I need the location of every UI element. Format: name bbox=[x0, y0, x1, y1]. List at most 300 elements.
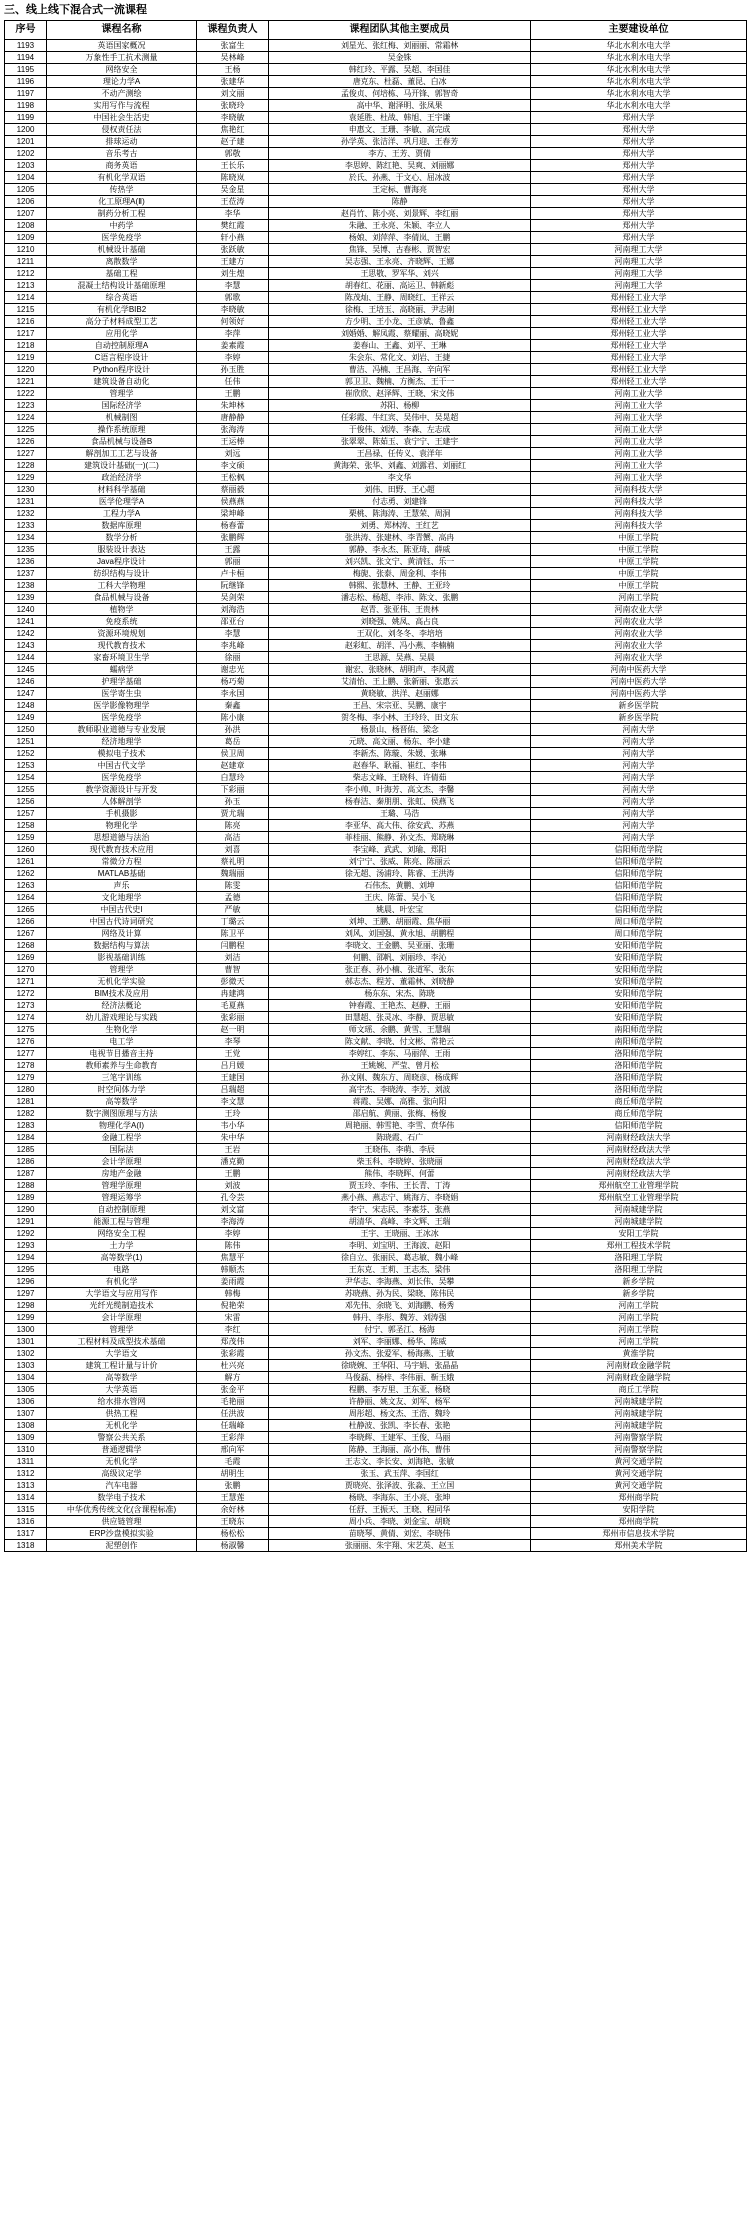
cell-team: 李婷红、李东、马丽萍、王雨 bbox=[269, 1048, 531, 1060]
cell-idx: 1208 bbox=[5, 220, 47, 232]
cell-team: 王璐、马浩 bbox=[269, 808, 531, 820]
cell-leader: 任瑞峰 bbox=[197, 1420, 269, 1432]
cell-name: 电工学 bbox=[47, 1036, 197, 1048]
table-row bbox=[5, 760, 747, 772]
cell-leader: 毛艳丽 bbox=[197, 1396, 269, 1408]
cell-team: 王宇、王晓丽、王冰冰 bbox=[269, 1228, 531, 1240]
cell-name: 教师素养与生命教育 bbox=[47, 1060, 197, 1072]
cell-team: 马俊磊、杨梓、李伟丽、靳玉娥 bbox=[269, 1372, 531, 1384]
table-row bbox=[5, 628, 747, 640]
cell-unit: 郑州大学 bbox=[531, 136, 747, 148]
table-row bbox=[5, 316, 747, 328]
cell-idx: 1211 bbox=[5, 256, 47, 268]
table-row bbox=[5, 40, 747, 52]
cell-leader: 焦慧平 bbox=[197, 1252, 269, 1264]
cell-unit: 郑州轻工业大学 bbox=[531, 364, 747, 376]
cell-unit: 河南警察学院 bbox=[531, 1432, 747, 1444]
table-row bbox=[5, 280, 747, 292]
table-row bbox=[5, 460, 747, 472]
cell-team: 王思源、吴燕、吴晨 bbox=[269, 652, 531, 664]
cell-idx: 1315 bbox=[5, 1504, 47, 1516]
cell-unit: 河南大学 bbox=[531, 760, 747, 772]
cell-unit: 河南科技大学 bbox=[531, 508, 747, 520]
cell-name: 教师职业道德与专业发展 bbox=[47, 724, 197, 736]
cell-leader: 李晓敏 bbox=[197, 112, 269, 124]
cell-name: 医学免疫学 bbox=[47, 772, 197, 784]
cell-team: 刘星光、张红梅、刘丽丽、常霜林 bbox=[269, 40, 531, 52]
cell-leader: 胡明生 bbox=[197, 1468, 269, 1480]
cell-leader: 王建方 bbox=[197, 256, 269, 268]
table-row bbox=[5, 1096, 747, 1108]
cell-team: 杨东东、宋杰、陈晓 bbox=[269, 988, 531, 1000]
cell-name: 生物化学 bbox=[47, 1024, 197, 1036]
cell-unit: 安阳师范学院 bbox=[531, 988, 747, 1000]
table-row bbox=[5, 1348, 747, 1360]
cell-team: 许静丽、姚文友、刘军、杨军 bbox=[269, 1396, 531, 1408]
table-row bbox=[5, 1336, 747, 1348]
cell-unit: 安阳师范学院 bbox=[531, 976, 747, 988]
cell-name: 基础工程 bbox=[47, 268, 197, 280]
cell-idx: 1244 bbox=[5, 652, 47, 664]
cell-name: 物理化学A(Ⅰ) bbox=[47, 1120, 197, 1132]
cell-team: 石伟杰、黄鹏、刘坤 bbox=[269, 880, 531, 892]
cell-idx: 1231 bbox=[5, 496, 47, 508]
table-row bbox=[5, 1240, 747, 1252]
cell-unit: 河南工业大学 bbox=[531, 400, 747, 412]
cell-leader: 王莅涛 bbox=[197, 196, 269, 208]
cell-team: 孙文杰、张爱军、杨海燕、王敏 bbox=[269, 1348, 531, 1360]
cell-unit: 信阳师范学院 bbox=[531, 868, 747, 880]
cell-name: 现代教育技术 bbox=[47, 640, 197, 652]
cell-idx: 1303 bbox=[5, 1360, 47, 1372]
cell-leader: 闫鹏程 bbox=[197, 940, 269, 952]
table-row bbox=[5, 232, 747, 244]
cell-team: 苗晓琴、黄倩、刘宏、李晓伟 bbox=[269, 1528, 531, 1540]
table-row bbox=[5, 892, 747, 904]
cell-leader: 白慧玲 bbox=[197, 772, 269, 784]
cell-unit: 郑州大学 bbox=[531, 196, 747, 208]
cell-idx: 1277 bbox=[5, 1048, 47, 1060]
cell-name: 网络及计算 bbox=[47, 928, 197, 940]
cell-leader: 徐丽 bbox=[197, 652, 269, 664]
cell-unit: 洛阳师范学院 bbox=[531, 1060, 747, 1072]
cell-name: Python程序设计 bbox=[47, 364, 197, 376]
cell-name: 管理学 bbox=[47, 964, 197, 976]
cell-leader: 吴金星 bbox=[197, 184, 269, 196]
cell-team: 杨娘、刘萍萍、李倩岚、王鹏 bbox=[269, 232, 531, 244]
cell-unit: 河南工学院 bbox=[531, 1324, 747, 1336]
cell-leader: 谢忠光 bbox=[197, 664, 269, 676]
table-row bbox=[5, 1444, 747, 1456]
cell-team: 徐晓婉、王华阳、马宇娟、张晶晶 bbox=[269, 1360, 531, 1372]
cell-name: 供热工程 bbox=[47, 1408, 197, 1420]
cell-leader: 韦小华 bbox=[197, 1120, 269, 1132]
table-row bbox=[5, 832, 747, 844]
cell-unit: 洛阳理工学院 bbox=[531, 1252, 747, 1264]
cell-idx: 1205 bbox=[5, 184, 47, 196]
cell-unit: 郑州大学 bbox=[531, 112, 747, 124]
table-row bbox=[5, 1156, 747, 1168]
cell-name: 工程材料及成型技术基础 bbox=[47, 1336, 197, 1348]
cell-idx: 1311 bbox=[5, 1456, 47, 1468]
cell-idx: 1268 bbox=[5, 940, 47, 952]
cell-name: 能源工程与管理 bbox=[47, 1216, 197, 1228]
cell-leader: 焦艳红 bbox=[197, 124, 269, 136]
cell-name: 植物学 bbox=[47, 604, 197, 616]
cell-name: 泥塑创作 bbox=[47, 1540, 197, 1552]
cell-idx: 1318 bbox=[5, 1540, 47, 1552]
cell-idx: 1289 bbox=[5, 1192, 47, 1204]
cell-idx: 1251 bbox=[5, 736, 47, 748]
cell-leader: 李华 bbox=[197, 208, 269, 220]
table-row bbox=[5, 1132, 747, 1144]
cell-name: 声乐 bbox=[47, 880, 197, 892]
cell-name: 商务英语 bbox=[47, 160, 197, 172]
cell-name: 数字测图原理与方法 bbox=[47, 1108, 197, 1120]
cell-team: 焦锋、吴博、古春彬、贾智宏 bbox=[269, 244, 531, 256]
column-header-unit: 主要建设单位 bbox=[531, 21, 747, 40]
cell-leader: 邢向军 bbox=[197, 1444, 269, 1456]
cell-leader: 刘喜 bbox=[197, 844, 269, 856]
cell-leader: 余好林 bbox=[197, 1504, 269, 1516]
cell-unit: 南阳师范学院 bbox=[531, 1036, 747, 1048]
cell-team: 田慧超、张灵冰、李静、贾思敏 bbox=[269, 1012, 531, 1024]
cell-team: 杨春洁、秦朋朋、张虹、侯燕飞 bbox=[269, 796, 531, 808]
cell-team: 付志勇、刘建锋 bbox=[269, 496, 531, 508]
cell-idx: 1270 bbox=[5, 964, 47, 976]
table-row bbox=[5, 640, 747, 652]
cell-idx: 1210 bbox=[5, 244, 47, 256]
table-row bbox=[5, 268, 747, 280]
cell-team: 郭卫卫、魏楠、方衡杰、王干一 bbox=[269, 376, 531, 388]
table-row bbox=[5, 340, 747, 352]
cell-team: 李明、刘宝明、王海波、赵阳 bbox=[269, 1240, 531, 1252]
cell-idx: 1242 bbox=[5, 628, 47, 640]
cell-team: 刘坤、王鹏、胡丽霞、焦华丽 bbox=[269, 916, 531, 928]
cell-unit: 郑州大学 bbox=[531, 172, 747, 184]
cell-name: 无机化学 bbox=[47, 1456, 197, 1468]
cell-name: 手机摄影 bbox=[47, 808, 197, 820]
cell-leader: 李红 bbox=[197, 1324, 269, 1336]
cell-name: 建筑设备自动化 bbox=[47, 376, 197, 388]
cell-unit: 安阳学院 bbox=[531, 1504, 747, 1516]
table-row bbox=[5, 1456, 747, 1468]
cell-unit: 河南农业大学 bbox=[531, 604, 747, 616]
cell-idx: 1219 bbox=[5, 352, 47, 364]
table-row bbox=[5, 1480, 747, 1492]
table-row bbox=[5, 304, 747, 316]
cell-unit: 河南工学院 bbox=[531, 592, 747, 604]
cell-team: 王昌禄、任传义、袁洋年 bbox=[269, 448, 531, 460]
cell-unit: 华北水利水电大学 bbox=[531, 88, 747, 100]
column-header-index: 序号 bbox=[5, 21, 47, 40]
cell-idx: 1296 bbox=[5, 1276, 47, 1288]
cell-name: 不动产测绘 bbox=[47, 88, 197, 100]
cell-leader: 严敏 bbox=[197, 904, 269, 916]
table-row bbox=[5, 1528, 747, 1540]
cell-unit: 郑州轻工业大学 bbox=[531, 340, 747, 352]
cell-name: 大学语文与应用写作 bbox=[47, 1288, 197, 1300]
cell-name: 综合英语 bbox=[47, 292, 197, 304]
cell-unit: 河南财经政法大学 bbox=[531, 1144, 747, 1156]
cell-name: 医学影像物理学 bbox=[47, 700, 197, 712]
table-row bbox=[5, 940, 747, 952]
cell-idx: 1245 bbox=[5, 664, 47, 676]
cell-leader: 李慧 bbox=[197, 628, 269, 640]
cell-leader: 张建华 bbox=[197, 76, 269, 88]
cell-idx: 1194 bbox=[5, 52, 47, 64]
cell-name: 教学资源设计与开发 bbox=[47, 784, 197, 796]
cell-leader: 张富生 bbox=[197, 40, 269, 52]
cell-leader: 朱坤林 bbox=[197, 400, 269, 412]
cell-idx: 1255 bbox=[5, 784, 47, 796]
table-row bbox=[5, 244, 747, 256]
table-row bbox=[5, 1000, 747, 1012]
table-row bbox=[5, 856, 747, 868]
cell-idx: 1314 bbox=[5, 1492, 47, 1504]
cell-leader: 毛夏燕 bbox=[197, 1000, 269, 1012]
cell-team: 陈静、王海丽、高小伟、曹伟 bbox=[269, 1444, 531, 1456]
cell-leader: 下彩丽 bbox=[197, 784, 269, 796]
cell-name: 三笔字训练 bbox=[47, 1072, 197, 1084]
cell-name: 家畜环境卫生学 bbox=[47, 652, 197, 664]
cell-unit: 河南中医药大学 bbox=[531, 688, 747, 700]
cell-team: 陈文献、李晓、付文彬、常艳云 bbox=[269, 1036, 531, 1048]
cell-idx: 1260 bbox=[5, 844, 47, 856]
cell-idx: 1291 bbox=[5, 1216, 47, 1228]
cell-idx: 1243 bbox=[5, 640, 47, 652]
cell-leader: 李文硕 bbox=[197, 460, 269, 472]
cell-leader: 王玲 bbox=[197, 1108, 269, 1120]
cell-unit: 河南理工大学 bbox=[531, 268, 747, 280]
cell-idx: 1275 bbox=[5, 1024, 47, 1036]
cell-leader: 樊红霞 bbox=[197, 220, 269, 232]
cell-name: 医学伦理学A bbox=[47, 496, 197, 508]
cell-team: 方少明、王小龙、王彦斌、鲁鑫 bbox=[269, 316, 531, 328]
cell-team: 朱融、王永亮、朱颖、李立人 bbox=[269, 220, 531, 232]
cell-leader: 韩梅 bbox=[197, 1288, 269, 1300]
cell-unit: 周口师范学院 bbox=[531, 928, 747, 940]
cell-unit: 郑州轻工业大学 bbox=[531, 292, 747, 304]
table-row bbox=[5, 724, 747, 736]
cell-team: 赵青、张亚伟、王贵林 bbox=[269, 604, 531, 616]
cell-idx: 1264 bbox=[5, 892, 47, 904]
cell-team: 师文瑶、余鹏、黄雪、王慧瑞 bbox=[269, 1024, 531, 1036]
cell-name: 文化地理学 bbox=[47, 892, 197, 904]
cell-team: 吴金铢 bbox=[269, 52, 531, 64]
cell-idx: 1263 bbox=[5, 880, 47, 892]
table-row bbox=[5, 520, 747, 532]
cell-name: 中国古代诗词研究 bbox=[47, 916, 197, 928]
cell-name: 化工原理A(Ⅱ) bbox=[47, 196, 197, 208]
cell-unit: 河南大学 bbox=[531, 796, 747, 808]
cell-unit: 郑州商学院 bbox=[531, 1516, 747, 1528]
cell-name: 会计学原理 bbox=[47, 1156, 197, 1168]
cell-team: 熊伟、李晓晖、何蕾 bbox=[269, 1168, 531, 1180]
cell-idx: 1198 bbox=[5, 100, 47, 112]
cell-team: 朱会东、常化文、刘岩、王捷 bbox=[269, 352, 531, 364]
cell-team: 贾玉玲、李伟、王长青、丁涛 bbox=[269, 1180, 531, 1192]
cell-leader: 李慧 bbox=[197, 280, 269, 292]
cell-team: 元晓、高文丽、杨东、李小建 bbox=[269, 736, 531, 748]
cell-name: 中药学 bbox=[47, 220, 197, 232]
cell-leader: 孙玉 bbox=[197, 796, 269, 808]
cell-unit: 信阳师范学院 bbox=[531, 904, 747, 916]
cell-name: 有机化学BIB2 bbox=[47, 304, 197, 316]
cell-team: 於氏、孙燕、于文心、屈冰波 bbox=[269, 172, 531, 184]
cell-team: 李文华 bbox=[269, 472, 531, 484]
cell-name: 供应链管理 bbox=[47, 1516, 197, 1528]
cell-team: 钟春霞、王艳杰、赵静、王丽 bbox=[269, 1000, 531, 1012]
cell-name: 管理学 bbox=[47, 1324, 197, 1336]
table-row bbox=[5, 1264, 747, 1276]
cell-idx: 1227 bbox=[5, 448, 47, 460]
cell-team: 贺冬梅、李小林、王玲玲、田文东 bbox=[269, 712, 531, 724]
cell-team: 苏晓燕、孙为民、梁晓、陈伟民 bbox=[269, 1288, 531, 1300]
cell-unit: 中原工学院 bbox=[531, 544, 747, 556]
cell-idx: 1273 bbox=[5, 1000, 47, 1012]
cell-idx: 1200 bbox=[5, 124, 47, 136]
cell-idx: 1216 bbox=[5, 316, 47, 328]
table-row bbox=[5, 148, 747, 160]
cell-leader: 陈小康 bbox=[197, 712, 269, 724]
cell-team: 谢宏、张晓林、胡明声、李风霞 bbox=[269, 664, 531, 676]
table-row bbox=[5, 604, 747, 616]
cell-idx: 1310 bbox=[5, 1444, 47, 1456]
cell-team: 贾晓亮、张泽波、张淼、王立国 bbox=[269, 1480, 531, 1492]
cell-unit: 河南财经政法大学 bbox=[531, 1132, 747, 1144]
cell-name: 离散数学 bbox=[47, 256, 197, 268]
cell-team: 姜春山、王鑫、刘平、王琳 bbox=[269, 340, 531, 352]
cell-name: 混凝土结构设计基础原理 bbox=[47, 280, 197, 292]
table-row bbox=[5, 532, 747, 544]
cell-unit: 洛阳师范学院 bbox=[531, 1084, 747, 1096]
cell-leader: 李海涛 bbox=[197, 1216, 269, 1228]
cell-leader: 王晓东 bbox=[197, 1516, 269, 1528]
cell-name: 国际经济学 bbox=[47, 400, 197, 412]
cell-leader: 郑茂伟 bbox=[197, 1336, 269, 1348]
cell-idx: 1304 bbox=[5, 1372, 47, 1384]
cell-name: 数学电子技术 bbox=[47, 1492, 197, 1504]
cell-leader: 陈晓岚 bbox=[197, 172, 269, 184]
cell-leader: 朱中华 bbox=[197, 1132, 269, 1144]
cell-unit: 信阳师范学院 bbox=[531, 844, 747, 856]
cell-team: 张丽丽、朱宇翔、宋艺英、赵玉 bbox=[269, 1540, 531, 1552]
cell-team: 黄海荣、张华、刘鑫、刘露君、刘丽红 bbox=[269, 460, 531, 472]
table-row bbox=[5, 904, 747, 916]
cell-name: 食品机械与设备B bbox=[47, 436, 197, 448]
cell-idx: 1257 bbox=[5, 808, 47, 820]
cell-leader: 吕月媛 bbox=[197, 1060, 269, 1072]
cell-unit: 安阳师范学院 bbox=[531, 940, 747, 952]
cell-idx: 1298 bbox=[5, 1300, 47, 1312]
cell-idx: 1285 bbox=[5, 1144, 47, 1156]
cell-leader: 孔令芸 bbox=[197, 1192, 269, 1204]
cell-name: 房地产金融 bbox=[47, 1168, 197, 1180]
cell-team: 蒋霞、吴娜、高雅、张向阳 bbox=[269, 1096, 531, 1108]
cell-unit: 河南大学 bbox=[531, 724, 747, 736]
cell-name: 自动控制原理A bbox=[47, 340, 197, 352]
cell-leader: 卢卡桓 bbox=[197, 568, 269, 580]
cell-idx: 1267 bbox=[5, 928, 47, 940]
cell-leader: 陈亮 bbox=[197, 820, 269, 832]
cell-leader: 轩小燕 bbox=[197, 232, 269, 244]
cell-team: 何鹏、邵帆、刘丽珍、李沁 bbox=[269, 952, 531, 964]
cell-unit: 信阳师范学院 bbox=[531, 892, 747, 904]
cell-unit: 商丘师范学院 bbox=[531, 1096, 747, 1108]
cell-unit: 黄河交通学院 bbox=[531, 1456, 747, 1468]
cell-leader: 赵子建 bbox=[197, 136, 269, 148]
cell-idx: 1195 bbox=[5, 64, 47, 76]
cell-team: 刘晓强、姚凤、高占良 bbox=[269, 616, 531, 628]
cell-unit: 河南大学 bbox=[531, 832, 747, 844]
cell-name: 高分子材料成型工艺 bbox=[47, 316, 197, 328]
cell-name: 无机化学实验 bbox=[47, 976, 197, 988]
cell-idx: 1196 bbox=[5, 76, 47, 88]
cell-name: 大学英语 bbox=[47, 1384, 197, 1396]
table-row bbox=[5, 112, 747, 124]
cell-team: 申惠文、王珊、李敏、高完成 bbox=[269, 124, 531, 136]
cell-team: 刘勇、郑林涛、王红艺 bbox=[269, 520, 531, 532]
table-row bbox=[5, 424, 747, 436]
cell-idx: 1249 bbox=[5, 712, 47, 724]
cell-team: 李小帅、叶海芳、高文杰、李馨 bbox=[269, 784, 531, 796]
cell-leader: 侯卫周 bbox=[197, 748, 269, 760]
cell-team: 姚晨、叶宏宝 bbox=[269, 904, 531, 916]
cell-idx: 1237 bbox=[5, 568, 47, 580]
table-row bbox=[5, 376, 747, 388]
cell-unit: 河南理工大学 bbox=[531, 256, 747, 268]
cell-leader: 葛岳 bbox=[197, 736, 269, 748]
table-row bbox=[5, 1072, 747, 1084]
cell-unit: 河南财经政法大学 bbox=[531, 1168, 747, 1180]
cell-name: 医学寄生虫 bbox=[47, 688, 197, 700]
cell-team: 刘风、刘国强、黄永旭、胡鹏程 bbox=[269, 928, 531, 940]
cell-unit: 新乡医学院 bbox=[531, 712, 747, 724]
table-row bbox=[5, 1312, 747, 1324]
cell-idx: 1269 bbox=[5, 952, 47, 964]
cell-idx: 1306 bbox=[5, 1396, 47, 1408]
cell-idx: 1286 bbox=[5, 1156, 47, 1168]
cell-leader: 冉建鸿 bbox=[197, 988, 269, 1000]
cell-leader: 李晓敏 bbox=[197, 304, 269, 316]
table-row bbox=[5, 784, 747, 796]
cell-idx: 1234 bbox=[5, 532, 47, 544]
cell-name: 医学免疫学 bbox=[47, 232, 197, 244]
cell-leader: 李婷 bbox=[197, 1228, 269, 1240]
table-row bbox=[5, 736, 747, 748]
cell-idx: 1217 bbox=[5, 328, 47, 340]
cell-team: 徐梅、王培玉、高晓丽、尹志刚 bbox=[269, 304, 531, 316]
cell-idx: 1262 bbox=[5, 868, 47, 880]
cell-leader: 王鹏 bbox=[197, 1168, 269, 1180]
table-row bbox=[5, 568, 747, 580]
cell-name: 电视节目播音主持 bbox=[47, 1048, 197, 1060]
table-row bbox=[5, 1120, 747, 1132]
cell-idx: 1280 bbox=[5, 1084, 47, 1096]
table-row bbox=[5, 772, 747, 784]
cell-leader: 张晓玲 bbox=[197, 100, 269, 112]
cell-unit: 商丘工学院 bbox=[531, 1384, 747, 1396]
cell-leader: 曹智 bbox=[197, 964, 269, 976]
cell-idx: 1284 bbox=[5, 1132, 47, 1144]
table-row bbox=[5, 1300, 747, 1312]
cell-unit: 河南农业大学 bbox=[531, 616, 747, 628]
cell-name: 政治经济学 bbox=[47, 472, 197, 484]
cell-team: 王昌、宋宗亚、吴鹏、康宇 bbox=[269, 700, 531, 712]
cell-team: 陈茂灿、王静、周晓红、王祥云 bbox=[269, 292, 531, 304]
cell-name: 金融工程学 bbox=[47, 1132, 197, 1144]
